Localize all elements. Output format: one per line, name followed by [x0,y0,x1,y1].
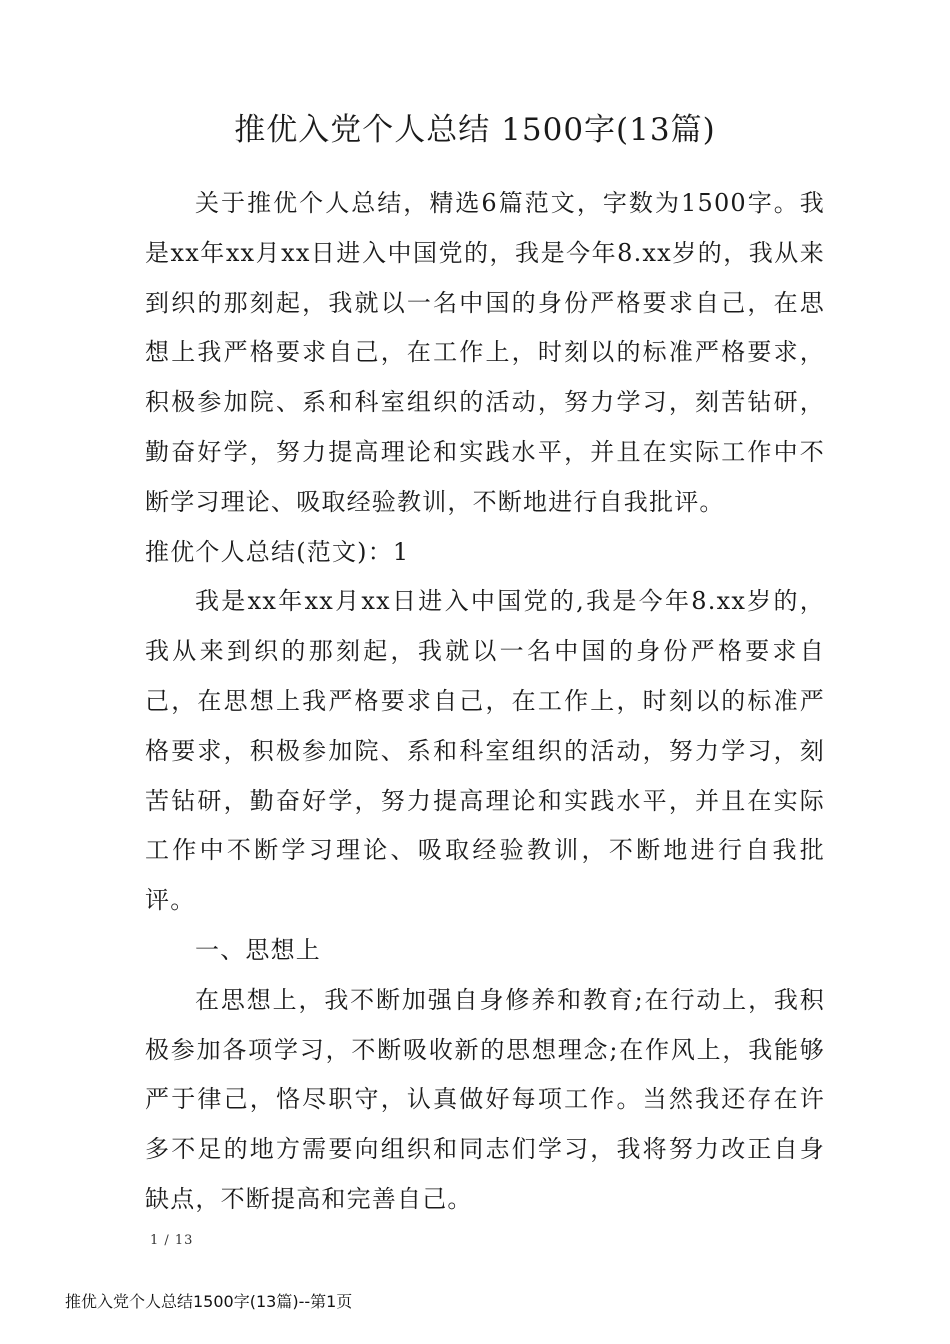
document-body [145,179,825,1225]
paragraph-sample: 我是xx年xx月xx日进入中国党的,我是今年8.xx岁的，我从来到织的那刻起，我就以一名中国的身份严格要求自己，在思想上我严格要求自己，在工作上，时刻以的标准严格要求，积极参加院、系和科室组织的活动，努力学习，刻苦钻研，勤奋好学，努力提高理论和实践水平，并且在实际工作中不断学习理论、吸取经验教训，不断地进行自我批评。 [145,587,825,915]
page-footer: 推优入党个人总结1500字(13篇)--第1页 [65,1292,353,1311]
section-heading-sample: 推优个人总结(范文)：1 [145,537,410,566]
paragraph-intro: 关于推优个人总结，精选6篇范文，字数为1500字。我是xx年xx月xx日进入中国党的，我是今年8.xx岁的，我从来到织的那刻起，我就以一名中国的身份严格要求自己，在思想上我严格要求自己，在工作上，时刻以的标准严格要求，积极参加院、系和科室组织的活动，努力学习，刻苦钻研，勤奋好学，努力提高理论和实践水平，并且在实际工作中不断学习理论、吸取经验教训，不断地进行自我批评。 [145,189,825,516]
section-heading-thought: 一、思想上 [195,935,321,964]
document-title: 推优入党个人总结 1500字(13篇) [234,112,716,148]
paragraph-thought: 在思想上，我不断加强自身修养和教育;在行动上，我积极参加各项学习，不断吸收新的思想理念;在作风上，我能够严于律己，恪尽职守，认真做好每项工作。当然我还存在许多不足的地方需要向组织和同志们学习，我将努力改正自身缺点，不断提高和完善自己。 [145,985,825,1213]
page-number: 1 / 13 [150,1233,194,1248]
